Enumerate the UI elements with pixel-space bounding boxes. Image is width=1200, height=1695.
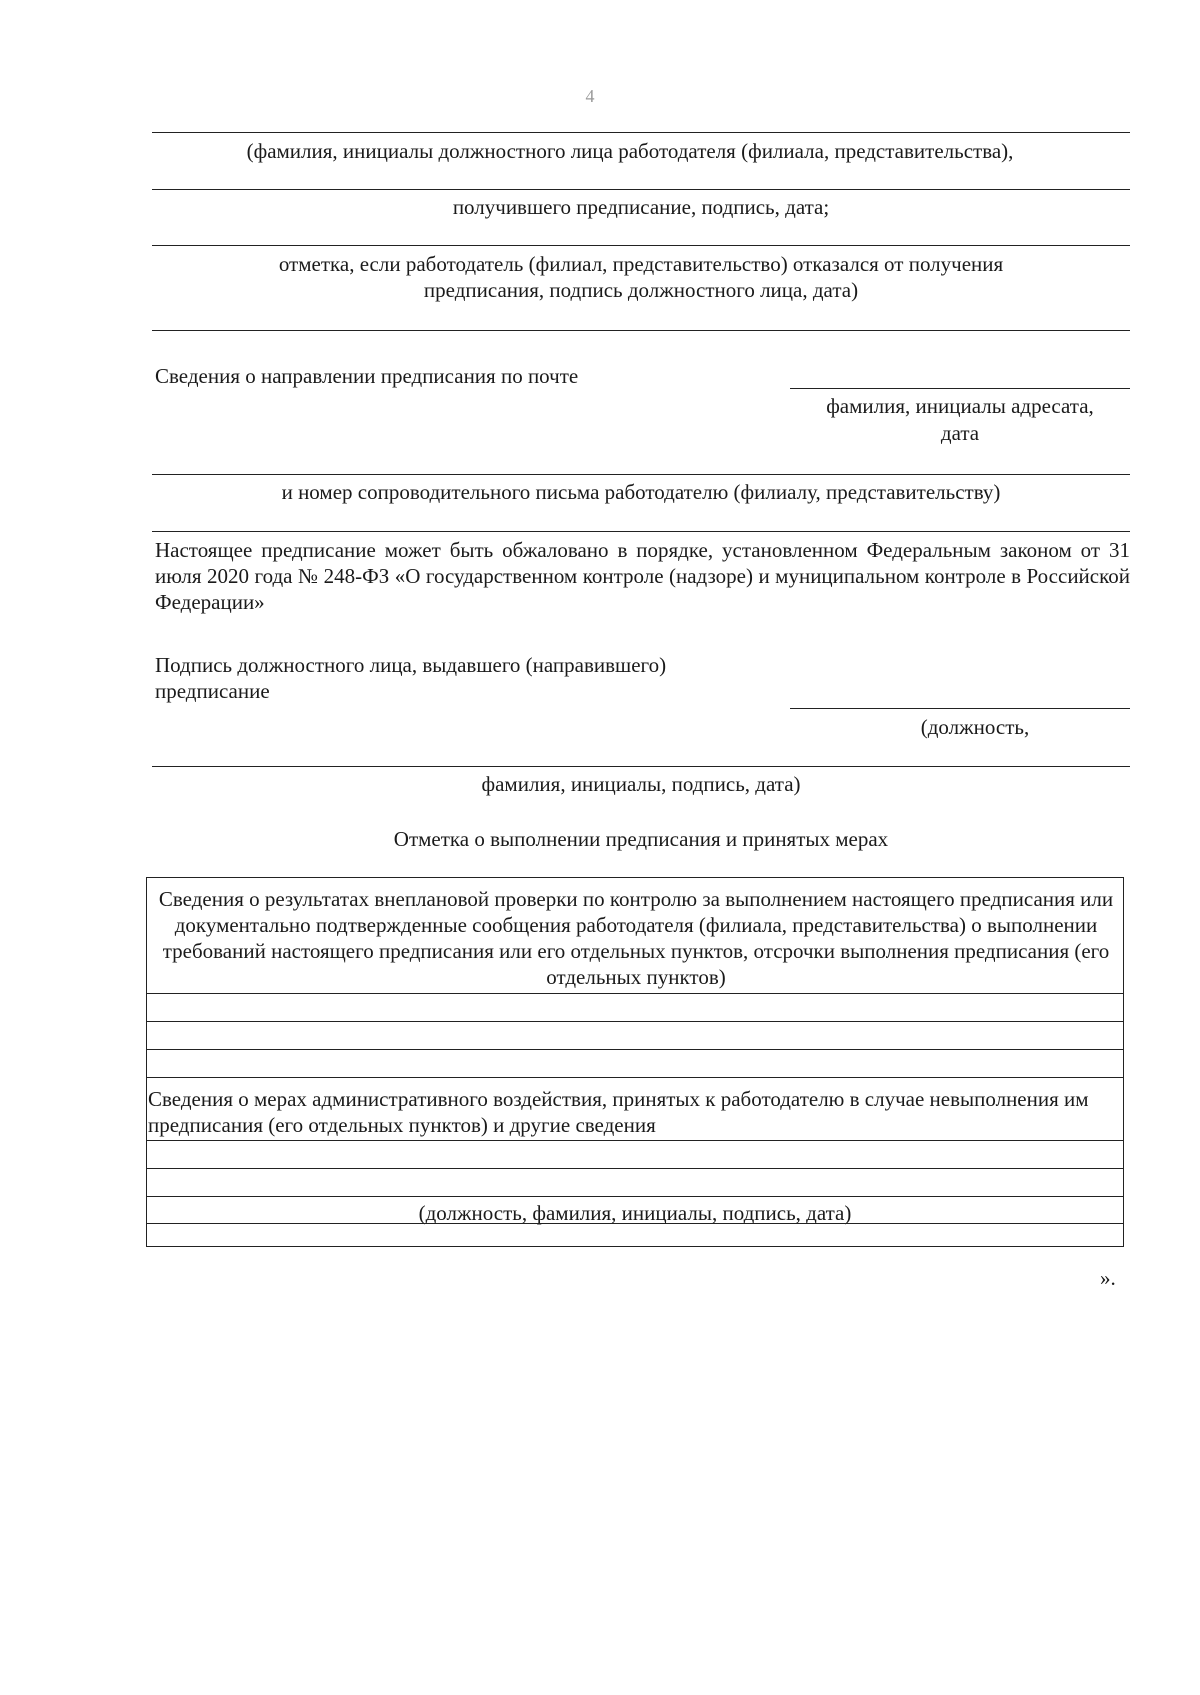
signature-caption-line-2: фамилия, инициалы, подпись, дата) xyxy=(481,772,801,796)
execution-heading: Отметка о выполнении предписания и принятых мерах xyxy=(393,827,889,851)
table-row-line xyxy=(147,1140,1123,1141)
mail-caption-line-1: фамилия, инициалы адресата, xyxy=(826,394,1094,418)
blank-line xyxy=(152,132,1130,133)
table-row-line xyxy=(147,1223,1123,1224)
table-signature-caption: (должность, фамилия, инициалы, подпись, дата) xyxy=(418,1201,852,1225)
table-row-line xyxy=(147,1021,1123,1022)
official-caption-line-2: получившего предписание, подпись, дата; xyxy=(452,195,830,219)
refusal-caption-line-1: отметка, если работодатель (филиал, представительство) отказался от получения xyxy=(278,252,1004,276)
table-row-line xyxy=(147,1077,1123,1078)
signature-label-line-2: предписание xyxy=(155,679,270,703)
blank-line xyxy=(152,330,1130,331)
position-blank-line xyxy=(790,708,1130,709)
letter-caption: и номер сопроводительного письма работодателю (филиалу, представительству) xyxy=(281,480,1001,504)
table-row-line xyxy=(147,1168,1123,1169)
results-text: Сведения о результатах внеплановой проверки по контролю за выполнением настоящего предписания или документально подтвержденные сообщения работодателя (филиала, представительства) о выполнении требований настоящего предписания или его отдельных пунктов, отсрочки выполнения предписания (его отдельных пунктов) xyxy=(158,887,1114,989)
official-caption-line-1: (фамилия, инициалы должностного лица работодателя (филиала, представительства), xyxy=(246,139,1014,163)
signature-caption-line-1: (должность, xyxy=(920,715,1030,739)
execution-table xyxy=(146,877,1124,1247)
blank-line xyxy=(152,531,1130,532)
table-row-line xyxy=(147,993,1123,994)
closing-mark: ». xyxy=(1100,1266,1116,1290)
appeal-paragraph: Настоящее предписание может быть обжаловано в порядке, установленном Федеральным законом от 31 июля 2020 года № 248-ФЗ «О государственном контроле (надзоре) и муниципальном контроле в Российской Федерации» xyxy=(155,538,1130,614)
addressee-blank-line xyxy=(790,388,1130,389)
signature-label-line-1: Подпись должностного лица, выдавшего (направившего) xyxy=(155,653,667,677)
table-row-line xyxy=(147,1049,1123,1050)
mail-label: Сведения о направлении предписания по почте xyxy=(155,364,579,388)
page-number: 4 xyxy=(585,86,595,106)
blank-line xyxy=(152,474,1130,475)
blank-line xyxy=(152,189,1130,190)
table-row-line xyxy=(147,1196,1123,1197)
refusal-caption-line-2: предписания, подпись должностного лица, дата) xyxy=(423,278,859,302)
measures-text: Сведения о мерах административного воздействия, принятых к работодателю в случае невыполнения им предписания (его отдельных пунктов) и другие сведения xyxy=(148,1087,1089,1137)
mail-caption-line-2: дата xyxy=(940,421,980,445)
blank-line xyxy=(152,245,1130,246)
blank-line xyxy=(152,766,1130,767)
